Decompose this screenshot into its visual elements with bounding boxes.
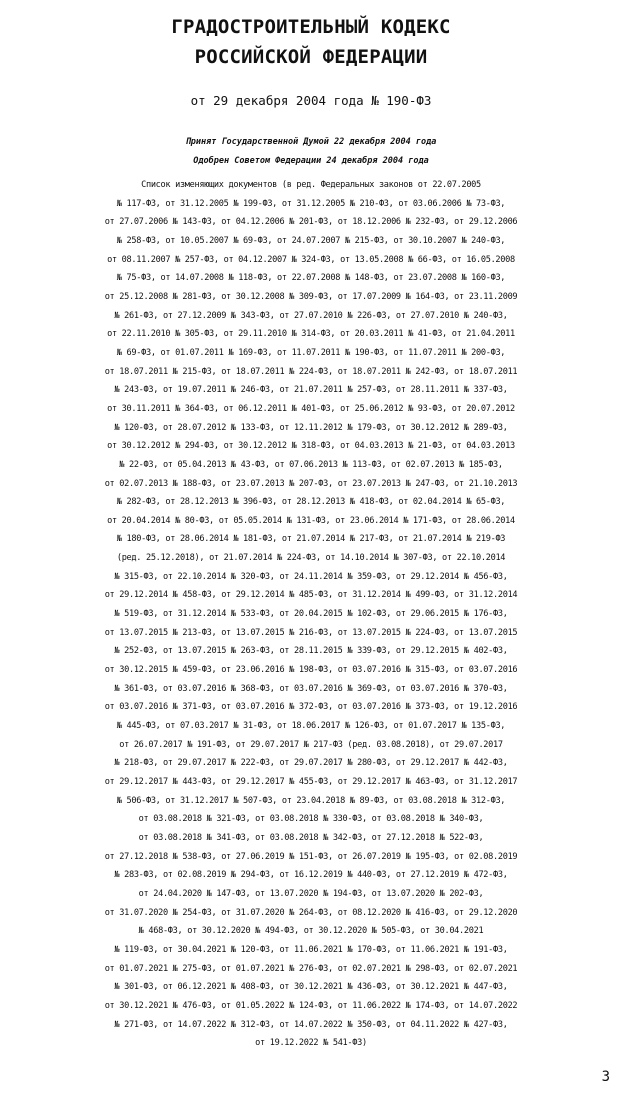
amendments-line: от 08.11.2007 № 257-ФЗ, от 04.12.2007 № 324-ФЗ, от 13.05.2008 № 66-ФЗ, от 16.05.2008: [107, 254, 515, 265]
amendments-line: от 01.07.2021 № 275-ФЗ, от 01.07.2021 № 276-ФЗ, от 02.07.2021 № 298-ФЗ, от 02.07.2021: [104, 963, 518, 974]
amendments-line: № 22-ФЗ, от 05.04.2013 № 43-ФЗ, от 07.06.2013 № 113-ФЗ, от 02.07.2013 № 185-ФЗ,: [119, 459, 503, 470]
page-number: 3: [601, 1069, 610, 1085]
amendments-line: № 261-ФЗ, от 27.12.2009 № 343-ФЗ, от 27.07.2010 № 226-ФЗ, от 27.07.2010 № 240-ФЗ,: [114, 310, 508, 321]
amendments-line: № 468-ФЗ, от 30.12.2020 № 494-ФЗ, от 30.12.2020 № 505-ФЗ, от 30.04.2021: [138, 926, 484, 937]
amendments-line: (ред. 25.12.2018), от 21.07.2014 № 224-ФЗ, от 14.10.2014 № 307-ФЗ, от 22.10.2014: [116, 553, 506, 564]
amendments-line: от 30.12.2021 № 476-ФЗ, от 01.05.2022 № 124-ФЗ, от 11.06.2022 № 174-ФЗ, от 14.07.2022: [104, 1000, 518, 1011]
amendments-line: от 25.12.2008 № 281-ФЗ, от 30.12.2008 № 309-ФЗ, от 17.07.2009 № 164-ФЗ, от 23.11.2009: [104, 291, 518, 302]
amendments-line: от 20.04.2014 № 80-ФЗ, от 05.05.2014 № 131-ФЗ, от 23.06.2014 № 171-ФЗ, от 28.06.2014: [107, 515, 515, 526]
amendments-line: Список изменяющих документов (в ред. Федеральных законов от 22.07.2005: [141, 180, 481, 190]
amendments-line: от 30.12.2015 № 459-ФЗ, от 23.06.2016 № 198-ФЗ, от 03.07.2016 № 315-ФЗ, от 03.07.2016: [104, 665, 518, 676]
amendments-list: [0, 176, 622, 1053]
amendments-line: № 243-ФЗ, от 19.07.2011 № 246-ФЗ, от 21.07.2011 № 257-ФЗ, от 28.11.2011 № 337-ФЗ,: [114, 385, 508, 396]
document-date: от 29 декабря 2004 года № 190-ФЗ: [190, 93, 432, 108]
title-line-1: ГРАДОСТРОИТЕЛЬНЫЙ КОДЕКС: [171, 16, 451, 38]
amendments-line: от 03.08.2018 № 321-ФЗ, от 03.08.2018 № 330-ФЗ, от 03.08.2018 № 340-ФЗ,: [138, 814, 484, 825]
amendments-line: от 27.12.2018 № 538-ФЗ, от 27.06.2019 № 151-ФЗ, от 26.07.2019 № 195-ФЗ, от 02.08.2019: [104, 851, 518, 862]
amendments-line: от 18.07.2011 № 215-ФЗ, от 18.07.2011 № 224-ФЗ, от 18.07.2011 № 242-ФЗ, от 18.07.2011: [104, 366, 518, 377]
amendments-line: № 252-ФЗ, от 13.07.2015 № 263-ФЗ, от 28.11.2015 № 339-ФЗ, от 29.12.2015 № 402-ФЗ,: [114, 646, 508, 657]
amendments-line: от 27.07.2006 № 143-ФЗ, от 04.12.2006 № 201-ФЗ, от 18.12.2006 № 232-ФЗ, от 29.12.2006: [104, 217, 518, 228]
document-title: [0, 12, 622, 72]
amendments-line: № 283-ФЗ, от 02.08.2019 № 294-ФЗ, от 16.12.2019 № 440-ФЗ, от 27.12.2019 № 472-ФЗ,: [114, 870, 508, 881]
approved-by-council: Одобрен Советом Федерации 24 декабря 2004 года: [193, 156, 429, 166]
amendments-line: № 120-ФЗ, от 28.07.2012 № 133-ФЗ, от 12.11.2012 № 179-ФЗ, от 30.12.2012 № 289-ФЗ,: [114, 422, 508, 433]
amendments-line: № 315-ФЗ, от 22.10.2014 № 320-ФЗ, от 24.11.2014 № 359-ФЗ, от 29.12.2014 № 456-ФЗ,: [114, 571, 508, 582]
amendments-line: № 69-ФЗ, от 01.07.2011 № 169-ФЗ, от 11.07.2011 № 190-ФЗ, от 11.07.2011 № 200-ФЗ,: [116, 347, 506, 358]
amendments-line: № 445-ФЗ, от 07.03.2017 № 31-ФЗ, от 18.06.2017 № 126-ФЗ, от 01.07.2017 № 135-ФЗ,: [116, 721, 506, 732]
amendments-line: № 361-ФЗ, от 03.07.2016 № 368-ФЗ, от 03.07.2016 № 369-ФЗ, от 03.07.2016 № 370-ФЗ,: [114, 683, 508, 694]
amendments-line: от 29.12.2017 № 443-ФЗ, от 29.12.2017 № 455-ФЗ, от 29.12.2017 № 463-ФЗ, от 31.12.2017: [104, 777, 518, 787]
amendments-line: от 26.07.2017 № 191-ФЗ, от 29.07.2017 № 217-ФЗ (ред. 03.08.2018), от 29.07.2017: [119, 739, 503, 750]
amendments-line: от 03.08.2018 № 341-ФЗ, от 03.08.2018 № 342-ФЗ, от 27.12.2018 № 522-ФЗ,: [138, 832, 484, 843]
amendments-line: от 29.12.2014 № 458-ФЗ, от 29.12.2014 № 485-ФЗ, от 31.12.2014 № 499-ФЗ, от 31.12.2014: [104, 590, 518, 601]
amendments-line: от 19.12.2022 № 541-ФЗ): [255, 1038, 367, 1049]
amendments-line: № 519-ФЗ, от 31.12.2014 № 533-ФЗ, от 20.04.2015 № 102-ФЗ, от 29.06.2015 № 176-ФЗ,: [114, 609, 508, 620]
amendments-line: от 30.12.2012 № 294-ФЗ, от 30.12.2012 № 318-ФЗ, от 04.03.2013 № 21-ФЗ, от 04.03.2013: [107, 441, 515, 452]
adoption-info: [0, 133, 622, 171]
adopted-by-duma: Принят Государственной Думой 22 декабря 2004 года: [185, 137, 437, 147]
amendments-line: № 218-ФЗ, от 29.07.2017 № 222-ФЗ, от 29.07.2017 № 280-ФЗ, от 29.12.2017 № 442-ФЗ,: [114, 758, 508, 769]
amendments-line: от 24.04.2020 № 147-ФЗ, от 13.07.2020 № 194-ФЗ, от 13.07.2020 № 202-ФЗ,: [138, 888, 484, 899]
amendments-line: № 301-ФЗ, от 06.12.2021 № 408-ФЗ, от 30.12.2021 № 436-ФЗ, от 30.12.2021 № 447-ФЗ,: [114, 982, 508, 993]
amendments-line: № 119-ФЗ, от 30.04.2021 № 120-ФЗ, от 11.06.2021 № 170-ФЗ, от 11.06.2021 № 191-ФЗ,: [114, 944, 508, 955]
amendments-line: № 258-ФЗ, от 10.05.2007 № 69-ФЗ, от 24.07.2007 № 215-ФЗ, от 30.10.2007 № 240-ФЗ,: [116, 235, 506, 246]
amendments-line: от 22.11.2010 № 305-ФЗ, от 29.11.2010 № 314-ФЗ, от 20.03.2011 № 41-ФЗ, от 21.04.2011: [107, 329, 515, 340]
amendments-line: № 282-ФЗ, от 28.12.2013 № 396-ФЗ, от 28.12.2013 № 418-ФЗ, от 02.04.2014 № 65-ФЗ,: [116, 497, 506, 508]
amendments-line: от 03.07.2016 № 371-ФЗ, от 03.07.2016 № 372-ФЗ, от 03.07.2016 № 373-ФЗ, от 19.12.2016: [104, 702, 518, 713]
amendments-line: № 117-ФЗ, от 31.12.2005 № 199-ФЗ, от 31.12.2005 № 210-ФЗ, от 03.06.2006 № 73-ФЗ,: [116, 198, 506, 209]
amendments-line: от 30.11.2011 № 364-ФЗ, от 06.12.2011 № 401-ФЗ, от 25.06.2012 № 93-ФЗ, от 20.07.2012: [107, 403, 515, 414]
amendments-line: от 31.07.2020 № 254-ФЗ, от 31.07.2020 № 264-ФЗ, от 08.12.2020 № 416-ФЗ, от 29.12.2020: [104, 907, 518, 918]
amendments-line: № 271-ФЗ, от 14.07.2022 № 312-ФЗ, от 14.07.2022 № 350-ФЗ, от 04.11.2022 № 427-ФЗ,: [114, 1019, 508, 1030]
amendments-line: № 506-ФЗ, от 31.12.2017 № 507-ФЗ, от 23.04.2018 № 89-ФЗ, от 03.08.2018 № 312-ФЗ,: [116, 795, 506, 806]
amendments-line: от 02.07.2013 № 188-ФЗ, от 23.07.2013 № 207-ФЗ, от 23.07.2013 № 247-ФЗ, от 21.10.2013: [104, 478, 518, 489]
title-line-2: РОССИЙСКОЙ ФЕДЕРАЦИИ: [194, 46, 428, 68]
amendments-line: от 13.07.2015 № 213-ФЗ, от 13.07.2015 № 216-ФЗ, от 13.07.2015 № 224-ФЗ, от 13.07.2015: [104, 627, 518, 638]
amendments-line: № 75-ФЗ, от 14.07.2008 № 118-ФЗ, от 22.07.2008 № 148-ФЗ, от 23.07.2008 № 160-ФЗ,: [116, 273, 506, 284]
amendments-line: № 180-ФЗ, от 28.06.2014 № 181-ФЗ, от 21.07.2014 № 217-ФЗ, от 21.07.2014 № 219-ФЗ: [116, 534, 506, 545]
